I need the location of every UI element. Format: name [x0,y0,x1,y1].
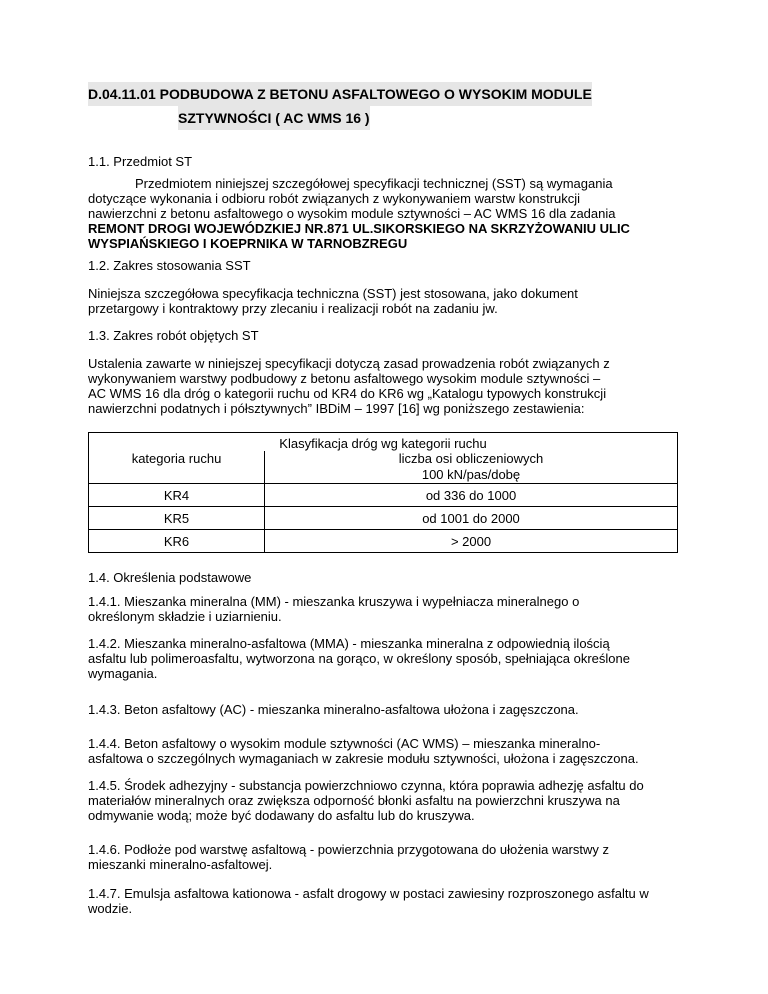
table-cell-category: KR5 [89,507,265,530]
definition-line: 1.4.1. Mieszanka mineralna (MM) - mieszanka kruszywa i wypełniacza mineralnego o [88,594,580,609]
table-row [89,484,678,507]
table-header-axles-line1: liczba osi obliczeniowych [398,451,544,466]
table-header-axles-line2: 100 kN/pas/dobę [421,467,521,482]
paragraph-line-bold: REMONT DROGI WOJEWÓDZKIEJ NR.871 UL.SIKORSKIEGO NA SKRZYŻOWANIU ULIC [88,221,630,236]
table-cell-category: KR6 [89,530,265,553]
definition-line: asfaltu lub polimeroasfaltu, wytworzona na gorąco, w określony sposób, spełniająca określone [88,651,630,666]
section-heading-1-4: 1.4. Określenia podstawowe [88,570,252,585]
paragraph-line: Ustalenia zawarte w niniejszej specyfikacji dotyczą zasad prowadzenia robót związanych z [88,356,610,371]
spec-title-line2: SZTYWNOŚCI ( AC WMS 16 ) [178,106,370,130]
paragraph-line: nawierzchni z betonu asfaltowego o wysokim module sztywności – AC WMS 16 dla zadania [88,206,616,221]
section-heading-1-1: 1.1. Przedmiot ST [88,154,193,169]
table-header-category: kategoria ruchu [89,451,265,484]
paragraph-line: przetargowy i kontraktowy przy zlecaniu i realizacji robót na zadaniu jw. [88,301,498,316]
paragraph-line: dotyczące wykonania i odbioru robót związanych z wykonywaniem warstw konstrukcji [88,191,581,206]
definition-line: asfaltowa o szczególnych wymaganiach w zakresie modułu sztywności, ułożona i zagęszczona. [88,751,639,766]
definition-line: 1.4.5. Środek adhezyjny - substancja powierzchniowo czynna, która poprawia adhezję asfaltu do [88,778,644,793]
section-heading-1-3: 1.3. Zakres robót objętych ST [88,328,259,343]
definition-line: 1.4.6. Podłoże pod warstwę asfaltową - powierzchnia przygotowana do ułożenia warstwy z [88,842,609,857]
spec-title-line1: D.04.11.01 PODBUDOWA Z BETONU ASFALTOWEGO O WYSOKIM MODULE [88,82,592,106]
definition-line: odmywanie wodą; może być dodawany do asfaltu lub do kruszywa. [88,808,475,823]
paragraph-line: AC WMS 16 dla dróg o kategorii ruchu od KR4 do KR6 wg „Katalogu typowych konstrukcji [88,386,607,401]
table-row [89,507,678,530]
definition-line: 1.4.4. Beton asfaltowy o wysokim module sztywności (AC WMS) – mieszanka mineralno- [88,736,601,751]
paragraph-line: Niniejsza szczegółowa specyfikacja techniczna (SST) jest stosowana, jako dokument [88,286,578,301]
definition-line: mieszanki mineralno-asfaltowej. [88,857,273,872]
definition-line: 1.4.7. Emulsja asfaltowa kationowa - asfalt drogowy w postaci zawiesiny rozproszonego asfaltu w [88,886,649,901]
definition-line: materiałów mineralnych oraz zwiększa odporność błonki asfaltu na powierzchni kruszywa na [88,793,620,808]
section-heading-1-2: 1.2. Zakres stosowania SST [88,258,251,273]
paragraph-line-bold: WYSPIAŃSKIEGO I KOEPRNIKA W TARNOBZREGU [88,236,408,251]
table-caption: Klasyfikacja dróg wg kategorii ruchu [89,433,678,452]
definition-line: 1.4.3. Beton asfaltowy (AC) - mieszanka mineralno-asfaltowa ułożona i zagęszczona. [88,702,579,717]
definition-line: wodzie. [88,901,133,916]
table-row [89,530,678,553]
definition-line: wymagania. [88,666,158,681]
table-cell-value: > 2000 [265,530,678,553]
paragraph-line: nawierzchni podatnych i półsztywnych” IBDiM – 1997 [16] wg poniższego zestawienia: [88,401,585,416]
table-header-axles [265,451,678,484]
table-cell-value: od 336 do 1000 [265,484,678,507]
road-category-table [88,432,678,553]
paragraph-line: wykonywaniem warstwy podbudowy z betonu asfaltowego wysokim module sztywności – [88,371,601,386]
paragraph-line: Przedmiotem niniejszej szczegółowej specyfikacji technicznej (SST) są wymagania [135,176,613,191]
definition-line: określonym składzie i uziarnieniu. [88,609,282,624]
table-cell-value: od 1001 do 2000 [265,507,678,530]
table-cell-category: KR4 [89,484,265,507]
definition-line: 1.4.2. Mieszanka mineralno-asfaltowa (MMA) - mieszanka mineralna z odpowiednią ilością [88,636,610,651]
